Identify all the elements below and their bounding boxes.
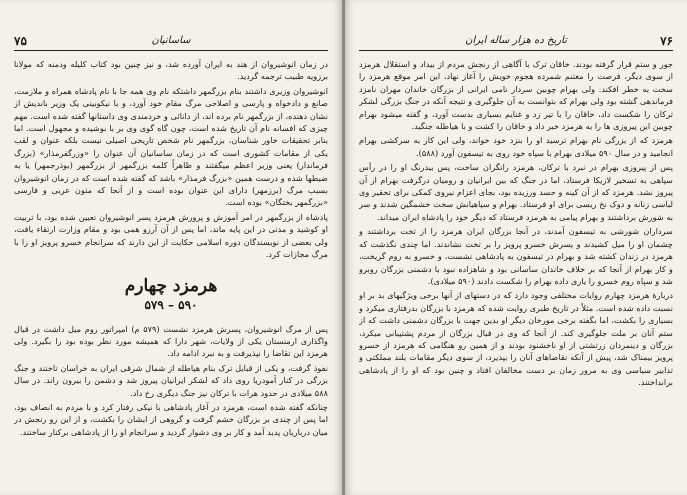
- right-page-body: [359, 58, 673, 489]
- left-running-title: ساسانیان: [151, 35, 191, 46]
- right-page: [345, 0, 687, 495]
- right-running-title: تاریخ ده هزار ساله ایران: [465, 35, 567, 46]
- right-page-number: ۷۶: [660, 34, 673, 48]
- left-page: [0, 0, 342, 495]
- paragraph: هرمزد که از بزرگی نام بهرام ترسید او را بنزد خود خواند، ولی این کار به سرکشی بهرام انجامید و در سال ۵۹۰ میلادی بهرام با سپاه خود روی به تیسفون آورد (۵۸۸).: [359, 135, 673, 158]
- left-page-number: ۷۵: [14, 34, 27, 48]
- left-page-body: [14, 58, 328, 489]
- left-page-header: [14, 34, 328, 51]
- chapter-title: هرمزد چهارم: [124, 275, 218, 296]
- chapter-years: ۵۹۰ – ۵۷۹: [144, 297, 198, 312]
- right-page-header: [359, 34, 673, 51]
- paragraph: پادشاه از بزرگمهر در امر آموزش و پرورش هرمزد پسر انوشیروان تعیین شده بود، با تربیت او کوشید و مدتی در این پایه ماند، اما پس از آن آرزو همی بود و مقام وزارت ارتقاء یافت، ولی بعضی از نویسندگان دوره اسلامی حکایت از این دارند که سرانجام خسرو پرویز او را با مرگ مجازات کرد.: [14, 211, 328, 260]
- paragraph: سرداران شورشی به تیسفون آمدند، در آنجا بزرگان ایران هرمزد را از تخت برداشتند و چشمان او را میل کشیدند و پسرش خسرو پرویز را بر تخت نشاندند. اما چندی نگذشت که هرمزد در زندان کشته شد و بهرام در تیسفون به پادشاهی نشست، و خسرو به روم گریخت، و کار بهرام از آنجا که بر خلاف خاندان ساسانی بود و شاهزاده نبود با دشمنی بزرگان روبرو شد و سپاه روم خسرو را یاری داده بهرام را شکست دادند (۵۹۰ میلادی).: [359, 226, 673, 286]
- paragraph: چنانکه گفته شده است، هرمزد در آغاز پادشاهی با نیکی رفتار کرد و با مردم به انصاف بود، اما پس از چندی بر بزرگان خشم گرفت و گروهی از ایشان را بکشت، و از این رو رنجش در میان درباریان پدید آمد و کار بر وی دشوار گردید و سرانجام او را از پادشاهی برکنار ساختند.: [14, 401, 328, 437]
- paragraph: در زمان انوشیروان از هند به ایران آورده شد، و نیز چنین بود کتاب کلیله ودمنه که مولانا برزویه طبیب ترجمه گردید.: [14, 59, 328, 82]
- paragraph: انوشیروان وزیری داشتند بنام بزرگمهر داشتکه نام وی همه جا با نام پادشاه همراه و ملازمت، صانع و دادخواه و پارسی و اصلاحی مرگ مقام خود آورد، و با نیکوبینی یک وزیر باندیش از نشان دهنده، از بزرگمهر نام برده اند، از دانائی و خردمندی وی داستانها گفته شده است. مهم چیزی که افسانه نام آن تاریخ شده است، چون گاه گوی وی بر با بوشیده و مجهول است. اما بنابر تحقیقات خاور شناسان، بزرگمهر نام شخص تاریخی اصیلی نیست بلکه عنوان و لقب یکی از مقامات کشوری است که در زمان ساسانیان آن عنوان را «وزرگفرمذار» (بزرگ فرماندار) یعنی وزیر اعظم میگفتند و ظاهراً کلمه بزرگمهر از بزرگمهر (بوذرجمهر) یا به ضبطها شده و درست همین «بزرگ فرمذار» باشد که گفته شده است که در زمان انوشیروان بسبب مرگ (برزمهر) دارای این عنوان بوده است و از آنجا که متون عربی و فارسی «بزرگمهر بختگان» بوده است.: [14, 85, 328, 208]
- chapter-heading: [14, 275, 328, 313]
- paragraph: جور و ستم قرار گرفته بودند. خاقان ترک با آگاهی از رنجش مردم از بیداد و استقلال هرمزد از سوی دیگر، فرصت را مغتنم شمرده هجوم خویش را آغاز نهاد، این امر موقع هرمزد را سخت به خطر افکند. ولی بهرام چوبین سردار نامی ایرانی از بزرگان خاندان مهران نامزد فرماندهی گشته بود ولی بهرام که بتوانست به آن جلوگیری و نتیجه آنکه در جنگ بزرگی لشکر ترکان را شکست داد، خاقان را با تیر زد و غنایم بسیاری بدست آورد، و گفته میشود بهرام چوبین این پیروزی ها را به هرمزد خبر داد و خاقان را کشت و با هیاطله جنگید.: [359, 59, 673, 132]
- paragraph: دربارهٔ هرمزد چهارم روایات مختلفی وجود دارد که در دستهای از آنها برخی ویژگیهای بد بر او نسبت داده شده است. مثلاً در تاریخ طبری روایت شده که هرمزد با بزرگان بدرفتاری میکرد و بسیاری را بکشت، اما بگفته برخی مورخان دیگر او بدین جهت با بزرگان دشمنی داشت که از ستم آنان بر ملت جلوگیری کند. از آنجا که وی در قبال بزرگان از مردم پشتیبانی میکرد، بزرگان و دینمردان زرتشتی از او ناخشنود بودند و از همین رو هنگامی که هرمزد از خسرو پرویز بیمناک شد، پیش از آنکه تقاضاهای آنان را بپذیرد، از سوی دیگر مقامات بلند مملکتی و تدابیر سیاسی وی به مرور زمان بر دست مخالفان افتاد و چنین بود که او را از پادشاهی برانداختند.: [359, 290, 673, 388]
- paragraph: پس از پیروزی بهرام در نبرد با ترکان، هرمزد رانگران ساخت، پس بیدرنگ او را در رأس سپاهی به تسخیر لازیکا فرستاد، اما در جنگ که بین ایرانیان و رومیان درگرفت بهرام از آن پیروز نشد. هرمزد که از آن کینه و حسد ورزیده بود، بجای اعزام نیروی کمکی برای تحقیر وی لباسی زنانه و دوک نخ ریسی برای او فرستاد. بهرام و سپاهیانش سخت خشمگین شدند و سر به شورش برداشتند و بهرام پیامی به هرمزد فرستاد که دیگر خود را پادشاه ایران میداند.: [359, 162, 673, 222]
- paragraph: نفوذ گرفت، و یکی از قبایل ترک بنام هیاطله از شمال شرقی ایران به خراسان تاختند و جنگ بزرگی در کنار آمودریا روی داد که لشکر ایرانیان پیروز شد و دشمن را بیرون راند. در سال ۵۸۸ میلادی در حدود هرات با ترکان نیز جنگ دیگری رخ داد.: [14, 362, 328, 398]
- paragraph: پس از مرگ انوشیروان، پسرش هرمزد نشست (۵۷۹ م) امپراتور روم میل داشت در قبال واگذاری ارمنستان یکی از ولایات، شهر دارا که همیشه مورد نظر بوده بود را بگیرد. ولی هرمزد این تقاضا را نپذیرفت و به نبرد ادامه داد.: [14, 323, 328, 359]
